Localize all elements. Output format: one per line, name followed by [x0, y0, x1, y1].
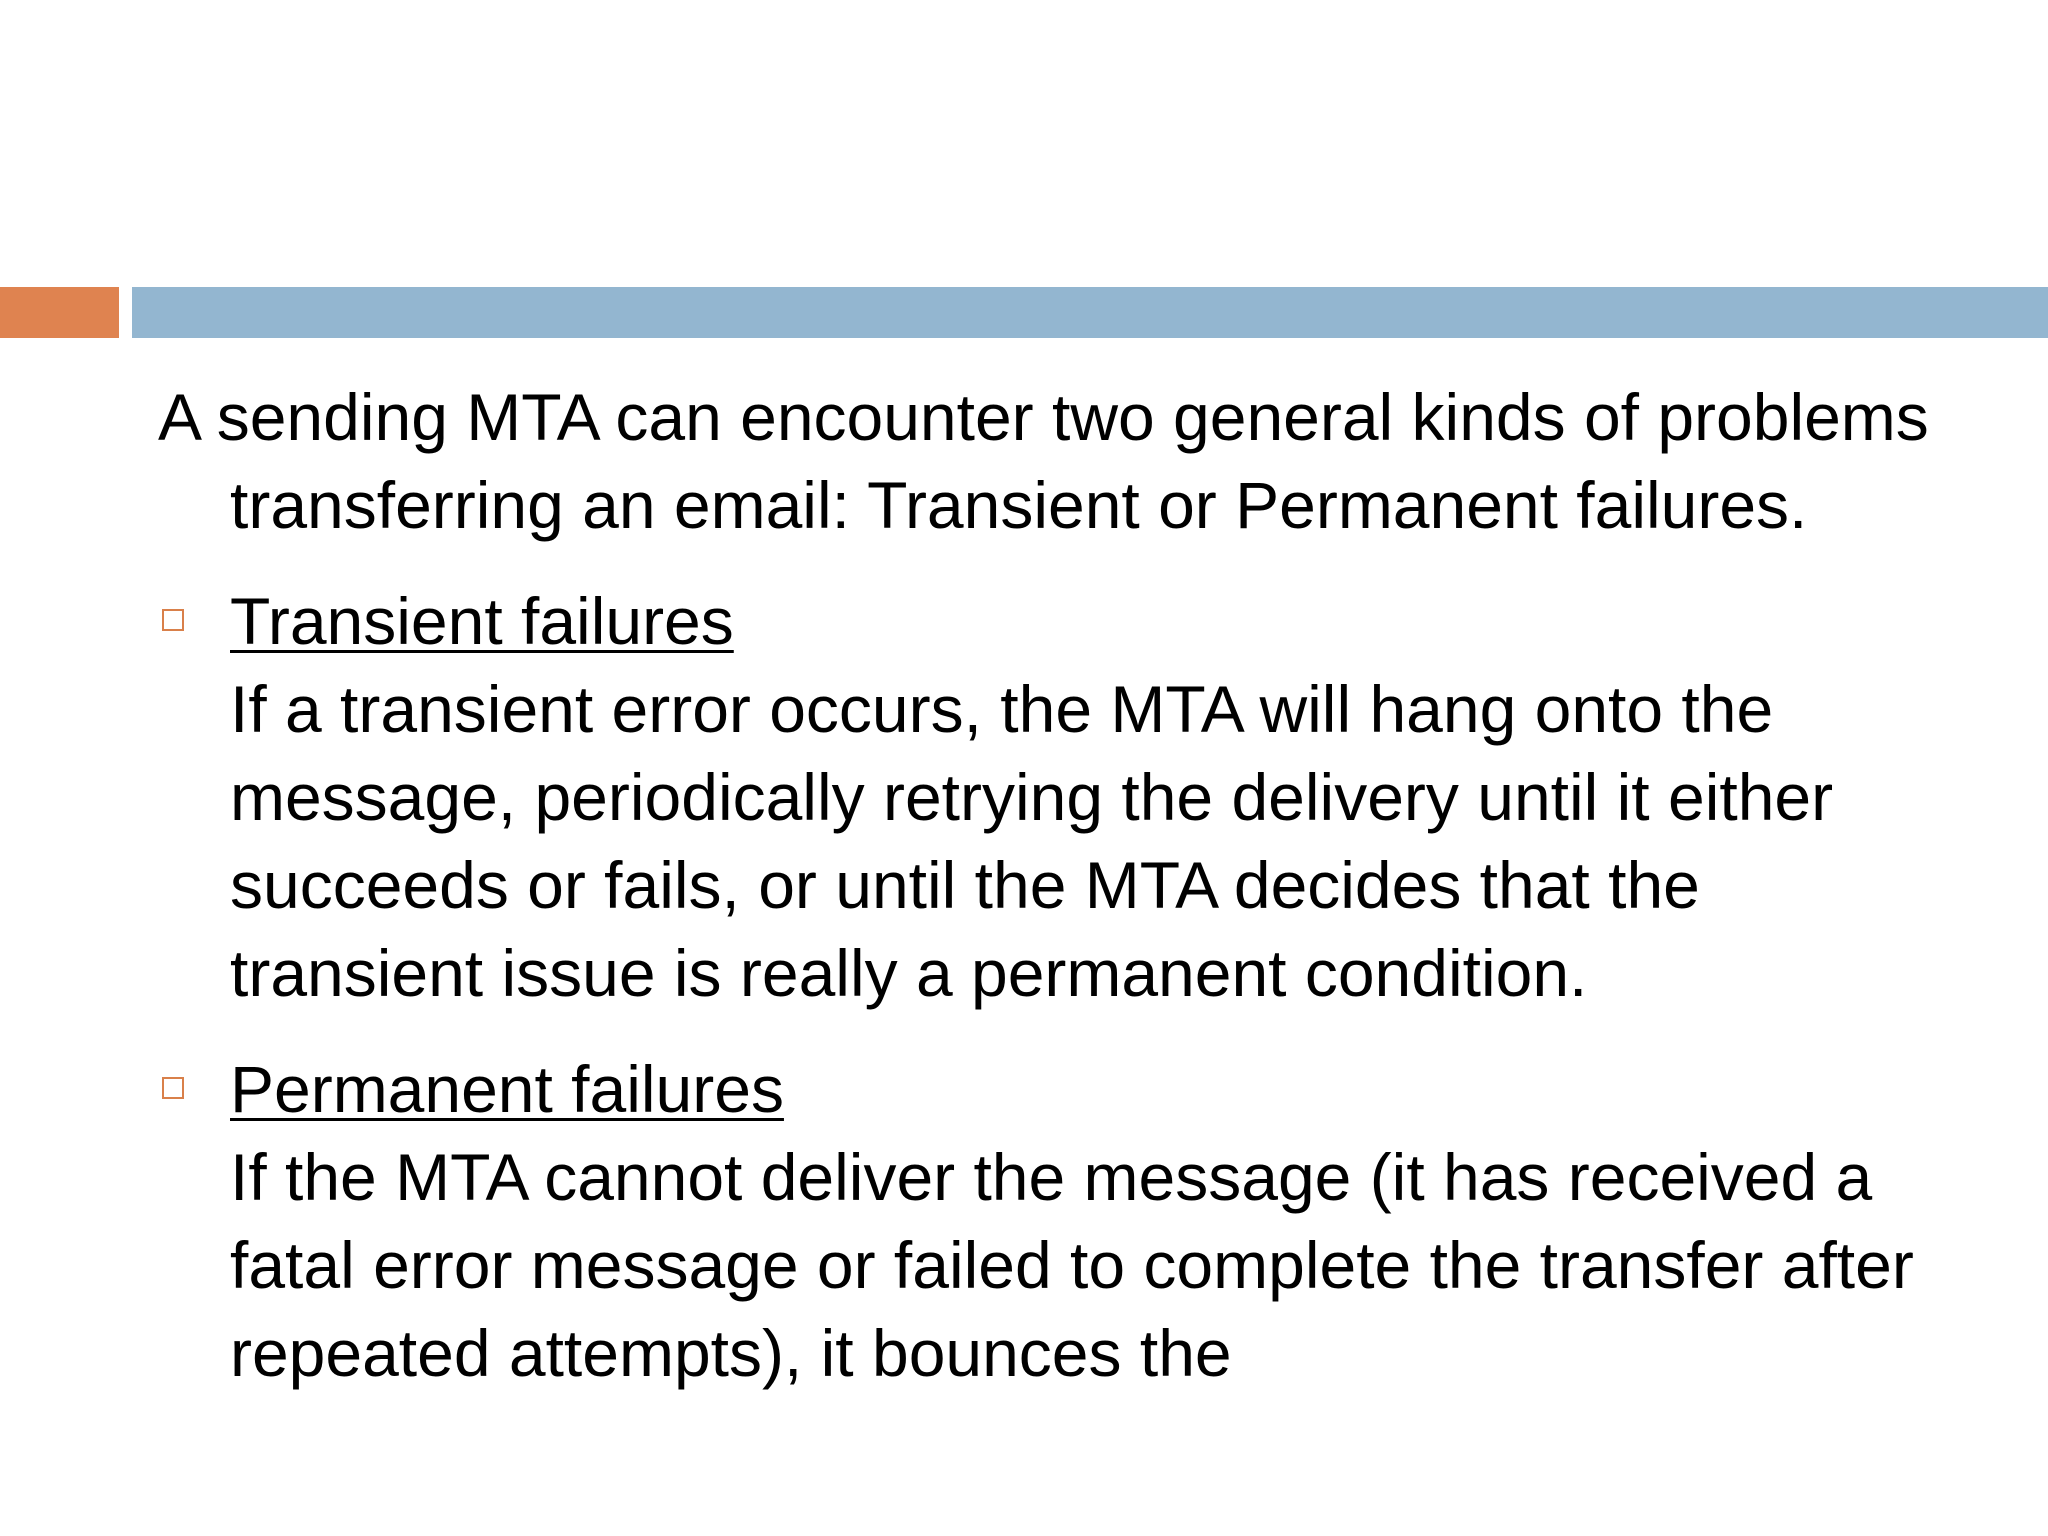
bullet-item-transient — [158, 577, 1958, 1017]
square-bullet-icon — [162, 609, 184, 631]
bullet-heading: Transient failures — [230, 584, 734, 658]
intro-paragraph: A sending MTA can encounter two general kinds of problems transferring an email: Transient or Permanent failures. — [158, 380, 1929, 542]
header-accent-bar — [0, 287, 119, 338]
square-bullet-icon — [162, 1077, 184, 1099]
bullet-item-permanent — [158, 1045, 1958, 1397]
header-title-bar — [132, 287, 2048, 338]
bullet-body: If the MTA cannot deliver the message (it has received a fatal error message or failed to complete the transfer after repeated attempts), it bounces the — [230, 1140, 1914, 1390]
bullet-heading: Permanent failures — [230, 1052, 784, 1126]
slide-content — [158, 373, 1958, 1397]
bullet-body: If a transient error occurs, the MTA will hang onto the message, periodically retrying the delivery until it either succeeds or fails, or until the MTA decides that the transient issue is really a permanent condition. — [230, 672, 1834, 1010]
